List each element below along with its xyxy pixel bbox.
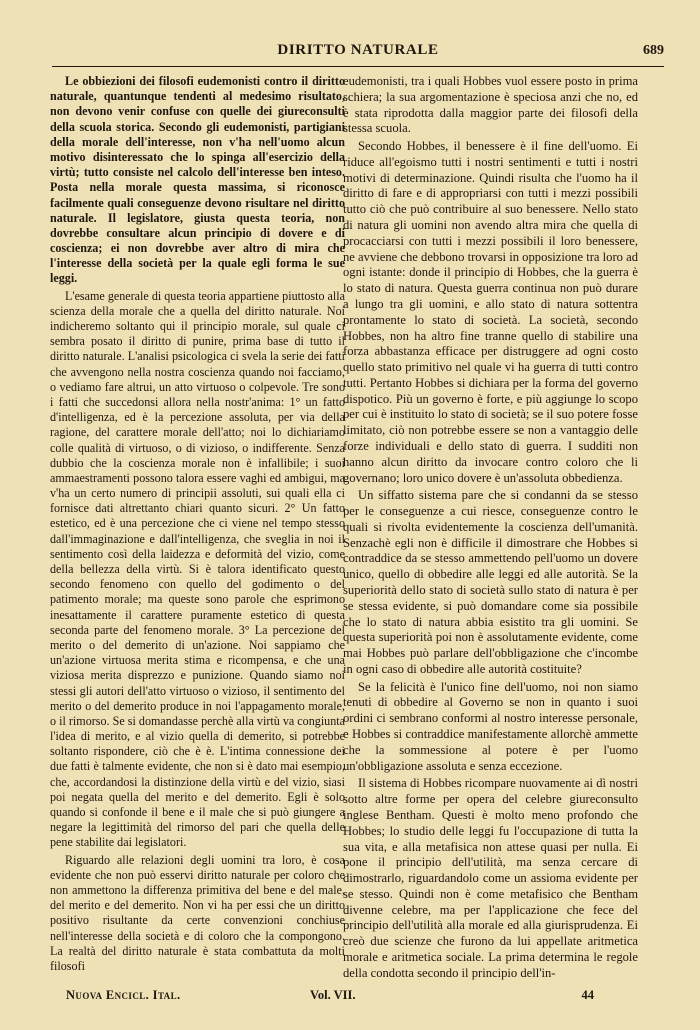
running-header	[52, 42, 664, 66]
publication-name: Nuova Encicl. Ital.	[66, 988, 181, 1002]
left-column	[50, 74, 345, 982]
paragraph: Secondo Hobbes, il benessere è il fine dell'uomo. Ei riduce all'egoismo tutti i nostri sentimenti e tutti i nostri motivi di determinazione. Quindi risulta che l'uomo ha il diritto di fare e di appropriarsi con tutti i mezzi possibili tutto ciò che può contribuire al suo benessere. Nello stato di natura gli uomini non avendo altra mira che quella di procacciarsi con tutti i mezzi possibili il loro benessere, ne avviene che debbono trovarsi in opposizione tra loro ad ogni istante: donde il principio di Hobbes, che la guerra è lo stato di natura. Questa guerra continua non può durare a lungo tra gli uomini, e allo stato di natura sottentra prontamente lo stato di società. La società, secondo Hobbes, non ha altro fine tranne quello di stabilire una forza abbastanza efficace per distruggere ad ogni costo quello stato primitivo nel quale vi ha guerra di tutti contro tutti. Pertanto Hobbes si dichiara per la forma del governo dispotico. Più un governo è forte, e più aggiunge lo scopo per cui è instituito lo stato di società; se il suo potere fosse limitato, ciò non potrebbe essere se non a vantaggio delle forze individuali e dello stato di guerra. I sudditi non hanno alcun diritto da invocare contro coloro che li governano; loro unico dovere è un'assoluta obbedienza.	[343, 139, 638, 485]
running-title: DIRITTO NATURALE	[277, 42, 439, 58]
header-rule	[52, 66, 664, 67]
paragraph-continued: eudemonisti, tra i quali Hobbes vuol essere posto in prima schiera; la sua argomentazione è speciosa anzi che no, ed è stata riprodotta dalla maggior parte dei filosofi della stessa scuola.	[343, 74, 638, 136]
page-footer	[52, 988, 664, 1008]
paragraph: Se la felicità è l'unico fine dell'uomo, noi non siamo tenuti di obbedire al Governo se non in quanto i suoi ordini ci sembrano conformi al nostro interesse personale, e Hobbes si contraddice manifestamente allorchè ammette che la sommessione al potere è per l'uomo un'obbligazione assoluta e senza eccezione.	[343, 679, 638, 773]
paragraph: Un siffatto sistema pare che si condanni da se stesso per le conseguenze a cui riesce, conseguenze contro le quali si rivolta evidentemente la coscienza dell'umanità. Senzachè egli non è difficile il dimostrare che Hobbes si contraddice da se stesso ammettendo pell'uomo un dovere unico, quello di obbedire alle leggi ed alle autorità. Se la superiorità dello stato di società sullo stato di natura è per se stessa evidente, si può domandare come sia possibile che lo stato di natura abbia esistito tra gli uomini. Se questa superiorità poi non è assolutamente evidente, come mai Hobbes può parlare dell'obbligazione che c'incombe in ogni caso di obbedire alle autorità costituite?	[343, 488, 638, 676]
volume-label: Vol. VII.	[310, 988, 356, 1002]
paragraph: Le obbiezioni dei filosofi eudemonisti contro il diritto naturale, quantunque tendenti al medesimo risultato, non devono venir confuse con quelle dei giureconsulti della scuola storica. Secondo gli eudemonisti, partigiani della morale dell'interesse, non v'ha nell'uomo alcun motivo disinteressato che lo spinga all'esercizio della virtù; tutto consiste nel calcolo dell'interesse ben inteso. Posta nella morale questa massima, si riconosce facilmente quali conseguenze devono risultare nel diritto naturale. Il legislatore, giusta questa teoria, non dovrebbe consultare alcun principio di dovere e di coscienza; ei non dovrebbe aver altro di mira che l'interesse della società per la quale egli forma le sue leggi.	[50, 74, 345, 286]
paragraph: Riguardo alle relazioni degli uomini tra loro, è cosa evidente che non può esservi diritto naturale per coloro che non ammettono la differenza primitiva del bene e del male, del merito e del demerito. Non vi ha per essi che un diritto positivo risultante da certe convenzioni conchiuse nell'interesse della società e di coloro che la compongono. La realtà del diritto naturale è stata combattuta da molti filosofi	[50, 852, 345, 973]
paragraph: L'esame generale di questa teoria appartiene piuttosto alla scienza della morale che a quella del diritto naturale. Noi indicheremo soltanto qui il principio morale, sul quale ci sembra posato il diritto di punire, prima base di tutto il diritto naturale. L'analisi psicologica ci svela la serie dei fatti che avvengono nella nostra coscienza quando noi facciamo, o vediamo fare altrui, un atto virtuoso o colpevole. Tre sono i fatti che succedonsi allora nella nostr'anima: 1° un fatto d'intelligenza, ed è la percezione assoluta, per via della ragione, del carattere morale dell'atto; noi lo dichiariamo colle qualità di virtuoso, o di vizioso, o indifferente. Senza dubbio che la coscienza morale non è infallibile; i suoi ammaestramenti possono talora essere vaghi ed ambigui, ma v'ha un certo numero di principii assoluti, sui quali ella ci fornisce dati altrettanto chiari quanto sicuri. 2° Un fatto estetico, ed è una percezione che ci viene nel tempo stesso dall'immaginazione e dall'intelligenza, che sveglia in noi il sentimento così della laidezza e deformità del vizio, come della bellezza della virtù. Si è talora identificato questo secondo fenomeno con quello del godimento o del patimento morale; ma queste sono parole che esprimono inesattamente il carattere puramente estetico di questa seconda parte del fenomeno morale. 3° La percezione del merito o del demerito di un'azione. Noi sappiamo che un'azione virtuosa merita stima e ricompensa, e che una viziosa merita disprezzo e punizione. Quando siamo noi stessi gli autori dell'atto virtuoso o vizioso, il sentimento del merito o del demerito produce in noi l'appagamento morale, o il rimorso. Se si domandasse perchè alla virtù va congiunta l'idea di merito, e al vizio quella di demerito, si potrebbe soltanto rispondere, ciò che è è. L'intima connessione dei due fatti è talmente evidente, che non si è dato mai esempio, che, accordandosi la distinzione della virtù e del vizio, siasi poi negata quella del merito e del demerito. Egli è solo quando si confonde il bene e il male che si può giungere a negare la legittimità del rimorso del pari che quella delle pene stabilite dai legislatori.	[50, 288, 345, 850]
page-number: 689	[643, 43, 664, 58]
paragraph: Il sistema di Hobbes ricompare nuovamente ai dì nostri sotto altre forme per opera del celebre giureconsulto inglese Bentham. Questi è molto meno profondo che Hobbes; lo studio delle leggi fu l'occupazione di tutta la sua vita, e alla metafisica non attese quasi per nulla. Ei pone il principio dell'utilità, ma senza cercare di dimostrarlo, riguardandolo come un assioma evidente per se stesso. Quindi non è come metafisico che Bentham divenne celebre, ma per l'applicazione che fece del principio dell'utilità alla morale ed alla giurisprudenza. Ei creò due scienze che furono da lui appellate aritmetica morale e aritmetica sociale. La prima determina le regole della condotta secondo il principio dell'in-	[343, 776, 638, 980]
signature-mark: 44	[581, 988, 594, 1002]
right-column	[343, 74, 638, 982]
